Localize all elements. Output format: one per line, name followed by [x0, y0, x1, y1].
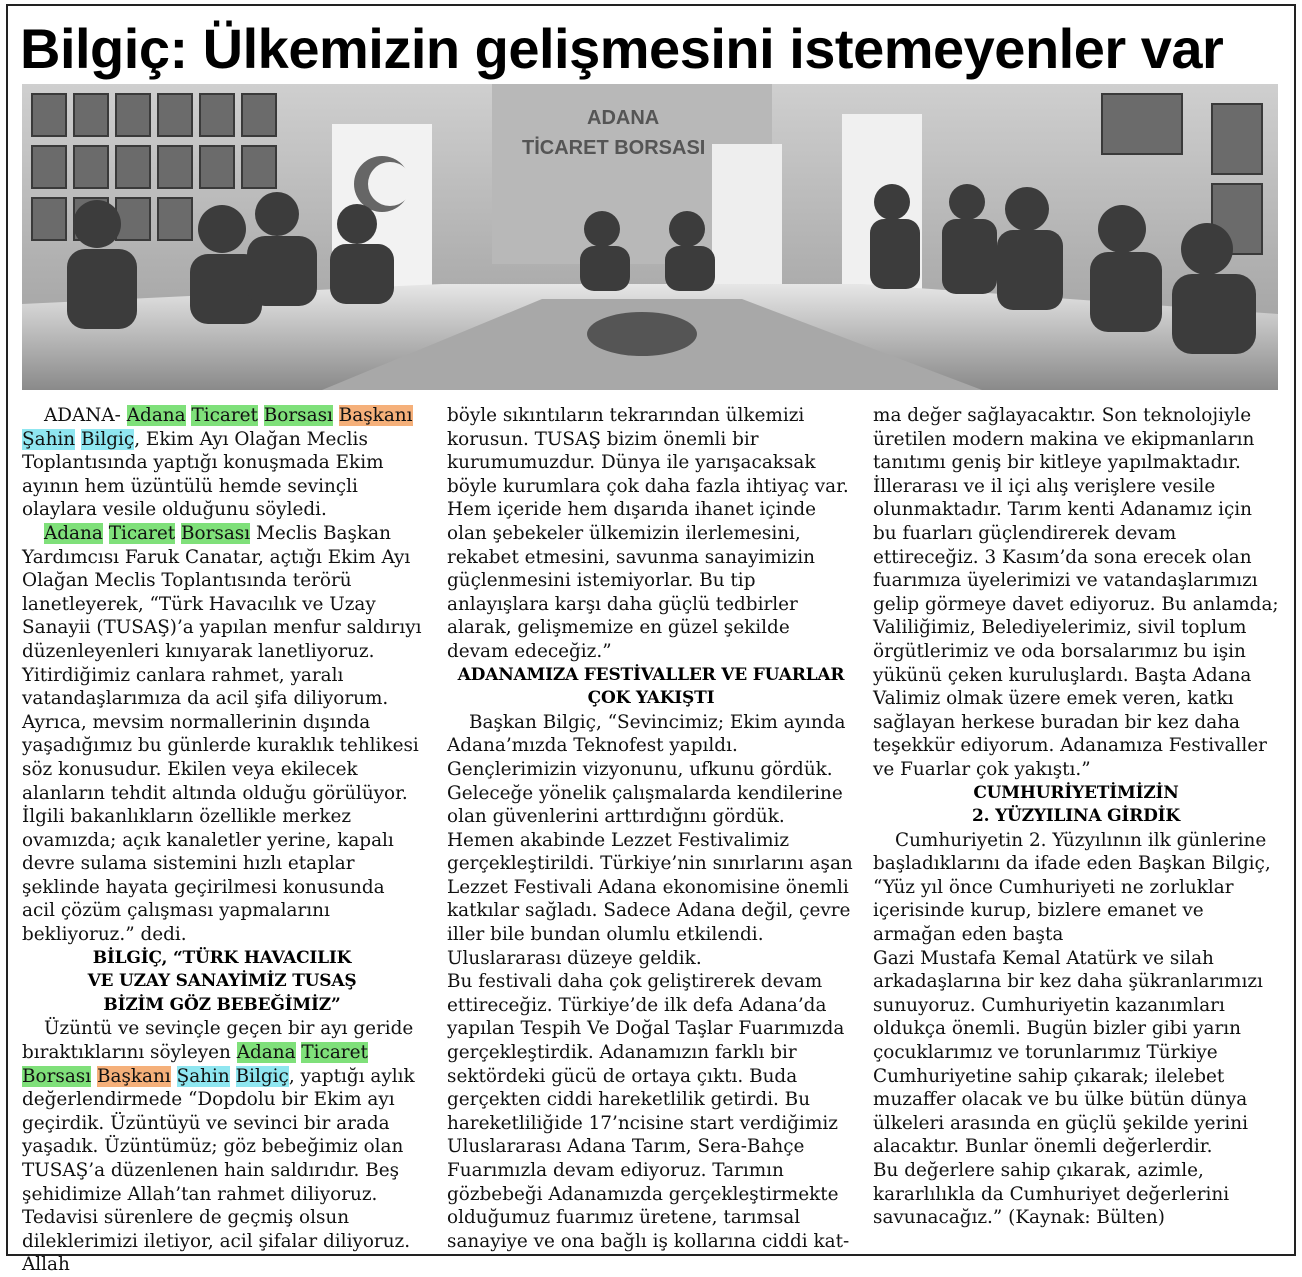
paragraph: Cumhuriyetin 2. Yüzyılının ilk günlerine başladıklarını da ifade eden Başkan Bilgiç, “Yüz yıl önce Cumhuriyeti ne zorluklar içerisinde kurup, bizlere emanet ve armağan eden başta [873, 829, 1271, 946]
logo-text-adana: ADANA [587, 107, 660, 129]
column-1 [22, 404, 422, 1276]
subheading: ADANAMIZA FESTİVALLER VE FUARLAR ÇOK YAKIŞTI [457, 664, 845, 709]
column-3 [873, 404, 1279, 1250]
flower-arrangement [587, 312, 697, 356]
subheading: BİLGİÇ, “TÜRK HAVACILIK VE UZAY SANAYİMİZ TUSAŞ BİZİM GÖZ BEBEĞİMİZ” [87, 947, 357, 1015]
paragraph: Başkan Bilgiç, “Sevincimiz; Ekim ayında Adana’mızda Teknofest yapıldı. Gençlerimizin vizyonunu, ufkunu gördük. Geleceğe yönelik çalışmalarda kendilerine olan güvenlerini arttırdığını gördük. Hemen akabinde Lezzet Festivalimiz gerçekleştirildi. Türkiye’nin sınırlarını aşan Lezzet Festivali Adana ekonomisine önemli katkılar sağladı. Sadece Adana değil, çevre iller bile bundan olumlu etkilendi. Uluslararası düzeye geldik. [447, 711, 853, 969]
logo-text-borsa: TİCARET BORSASI [522, 137, 706, 159]
subheading: CUMHURİYETİMİZİN 2. YÜZYILINA GİRDİK [972, 782, 1180, 827]
paragraph: Gazi Mustafa Kemal Atatürk ve silah arkadaşlarına bir kez daha şükranlarımızı sunuyoruz. Cumhuriyetin kazanımları oldukça önemli. Bugün bizler gibi yarın çocuklarımız ve torunlarımız Türkiye Cumhuriyetine sahip çıkarak; ilelebet muzaffer olacak ve bu ülke bütün dünya ülkeleri arasında en güçlü şekilde yerini alacaktır. Bunlar önemli değerlerdir. [873, 947, 1263, 1158]
banner-center [712, 144, 782, 304]
paragraph: Üzüntü ve sevinçle geçen bir ayı geride bıraktıklarını söyleyen Adana Ticaret Borsası Başkanı Şahin Bilgiç, yaptığı aylık değerlendirmede “Dopdolu bir Ekim ayı geçirdik. Üzüntüyü ve sevinci bir arada yaşadık. Üzüntümüz; göz bebeğimiz olan TUSAŞ’a düzenlenen hain saldırıdır. Beş şehidimize Allah’tan rahmet diliyoruz. Tedavisi sürenlere de geçmiş olsun dileklerimizi iletiyor, acil şifalar diliyoruz. Allah [22, 1018, 415, 1276]
paragraph: ma değer sağlayacaktır. Son teknolojiyle üretilen modern makina ve ekipmanların tanıtımı geniş bir kitleye yapılmaktadır. İllerarası ve il içi alış verişlere vesile olunmaktadır. Tarım kenti Adanamız için bu fuarları güçlendirerek devam ettireceğiz. 3 Kasım’da sona erecek olan fuarımıza üyelerimizi ve vatandaşlarımızı gelip görmeye davet ediyoruz. Bu anlamda; Valiliğimiz, Belediyelerimiz, sivil toplum örgütlerimiz ve oda borsalarımız bu işin yükünü çeken kuruluşlardı. Başta Adana Valimiz olmak üzere emek veren, katkı sağlayan herkese buradan bir kez daha teşekkür ediyorum. Adanamıza Festivaller ve Fuarlar çok yakıştı.” [873, 405, 1279, 780]
paragraph: böyle sıkıntıların tekrarından ülkemizi korusun. TUSAŞ bizim önemli bir kurumumuzdur. Dünya ile yarışacaksak böyle kurumlara çok daha fazla ihtiyaç var. Hem içeride hem dışarıda ihanet içinde olan şebekeler ülkemizin ilerlemesini, rekabet etmesini, savunma sanayimizin güçlenmesini istemiyorlar. Bu tip anlayışlara karşı daha güçlü tedbirler alarak, gelişmemize en güzel şekilde devam edeceğiz.” [447, 405, 849, 662]
meeting-photo [22, 84, 1278, 390]
paragraph: Adana Ticaret Borsası Meclis Başkan Yardımcısı Faruk Canatar, açtığı Ekim Ayı Olağan Meclis Toplantısında terörü lanetleyerek, “Türk Havacılık ve Uzay Sanayii (TUSAŞ)’a yapılan menfur saldırıyı düzenleyenleri kınıyarak lanetliyoruz. Yitirdiğimiz canlara rahmet, yaralı vatandaşlarımıza da acil şifa diliyorum. Ayrıca, mevsim normallerinin dışında yaşadığımız bu günlerde kuraklık tehlikesi söz konusudur. Ekilen veya ekilecek alanların tehdit altında olduğu görülüyor. İlgili bakanlıkların özellikle merkez ovamızda; açık kanaletler yerine, kapalı devre sulama sistemini hızlı etaplar şeklinde hayata geçirilmesi konusunda acil çözüm çalışması yapmalarını bekliyoruz.” dedi. [22, 522, 422, 946]
paragraph: Bu festivali daha çok geliştirerek devam ettireceğiz. Türkiye’de ilk defa Adana’da yapılan Tespih Ve Doğal Taşlar Fuarımızda gerçekleştirdik. Adanamızın farklı bir sektördeki gücü de ortaya çıktı. Buda gerçekten ciddi hareketlilik getirdi. Bu hareketliliğide 17’ncisine start verdiğimiz Uluslararası Adana Tarım, Sera-Bahçe Fuarımızla devam ediyoruz. Tarımın gözbebeği Adanamızda gerçekleştirmekte olduğumuz fuarımız üretene, tarımsal sanayiye ve ona bağlı iş kollarına ciddi kat- [447, 971, 850, 1252]
paragraph: ADANA- Adana Ticaret Borsası Başkanı Şahin Bilgiç, Ekim Ayı Olağan Meclis Toplantısında yaptığı konuşmada Ekim ayının hem üzüntülü hemde sevinçli olaylara vesile olduğunu söyledi. [22, 405, 413, 521]
column-2 [447, 404, 855, 1250]
headline: Bilgiç: Ülkemizin gelişmesini istemeyenler var [20, 17, 1224, 80]
paragraph: Bu değerlere sahip çıkarak, azimle, kararlılıkla da Cumhuriyet değerlerini savunacağız.” (Kaynak: Bülten) [873, 1160, 1230, 1229]
